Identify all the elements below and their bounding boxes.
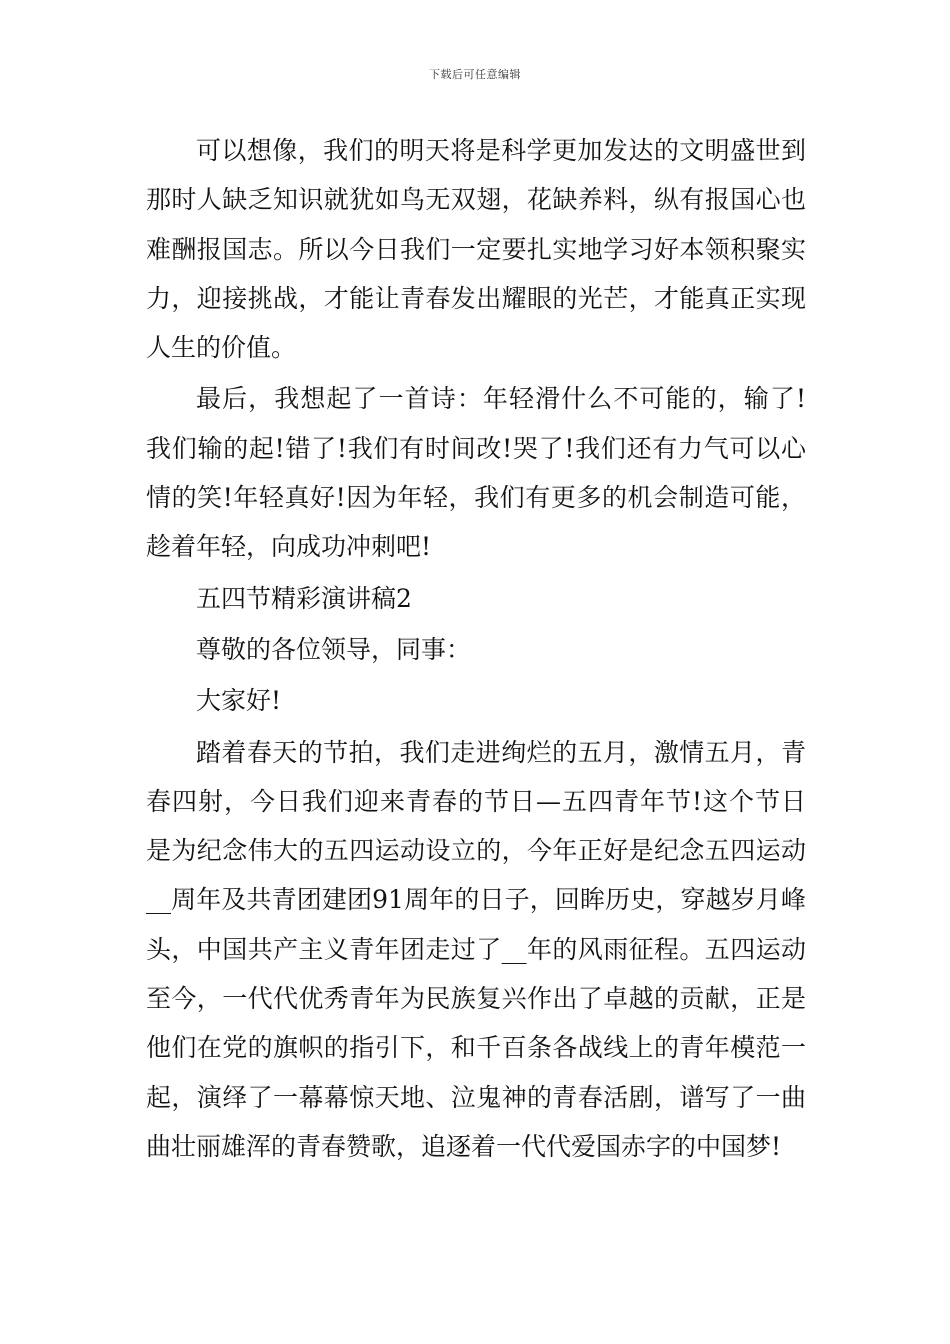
salutation: 尊敬的各位领导，同事： bbox=[196, 634, 472, 664]
greeting: 大家好! bbox=[196, 686, 282, 716]
paragraph-imagination: 可以想像，我们的明天将是科学更加发达的文明盛世到那时人缺乏知识就犹如鸟无双翅，花缺养料，纵有报国心也难酬报国志。所以今日我们一定要扎实地学习好本领积聚实力，迎接挑战，才能让青春发出耀眼的光芒，才能真正实现人生的价值。 bbox=[146, 136, 806, 363]
document-body bbox=[146, 126, 806, 1173]
page-header-note: 下载后可任意编辑 bbox=[429, 68, 521, 81]
paragraph-may-fourth: 踏着春天的节拍，我们走进绚烂的五月，激情五月，青春四射，今日我们迎来青春的节日—五四青年节!这个节日是为纪念伟大的五四运动设立的，今年正好是纪念五四运动__周年及共青团建团91周年的日子，回眸历史，穿越岁月峰头，中国共产主义青年团走过了__年的风雨征程。五四运动至今，一代代优秀青年为民族复兴作出了卓越的贡献，正是他们在党的旗帜的指引下，和千百条各战线上的青年模范一起，演绎了一幕幕惊天地、泣鬼神的青春活剧，谱写了一曲曲壮丽雄浑的青春赞歌，追逐着一代代爱国赤字的中国梦! bbox=[146, 737, 806, 1161]
paragraph-closing-poem: 最后，我想起了一首诗：年轻滑什么不可能的，输了!我们输的起!错了!我们有时间改!哭了!我们还有力气可以心情的笑!年轻真好!因为年轻，我们有更多的机会制造可能，趁着年轻，向成功冲刺吧! bbox=[146, 384, 806, 562]
speech-title: 五四节精彩演讲稿2 bbox=[196, 583, 412, 613]
